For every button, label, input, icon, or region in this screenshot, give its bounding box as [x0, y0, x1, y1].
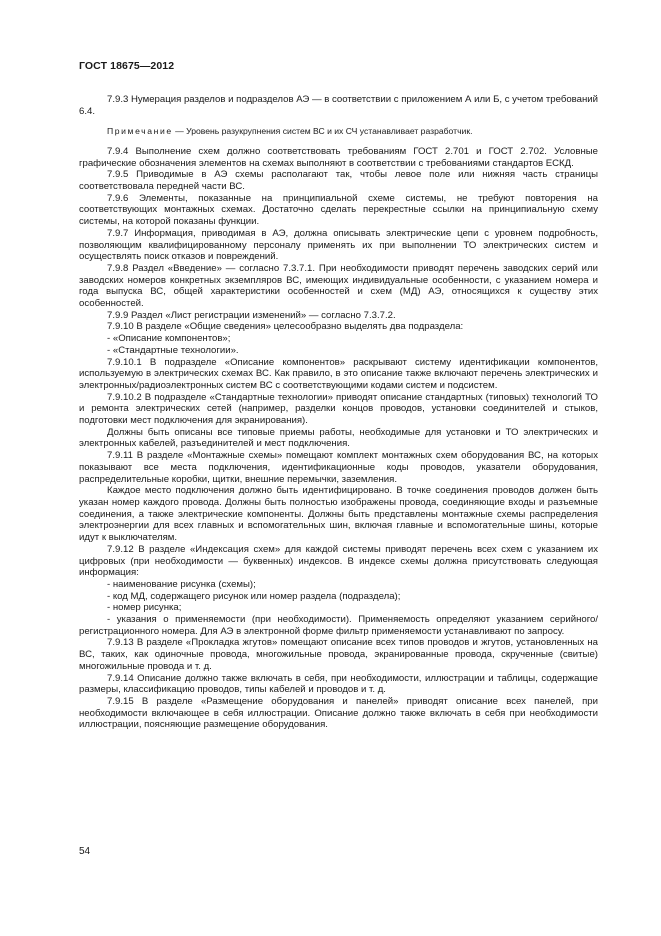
paragraph-connection-points: Каждое место подключения должно быть идентифицировано. В точке соединения проводов должен быть указан номер каждого провода. Должны быть полностью изображены провода, соединяющие входы и разъемные соединения, а также электрические компоненты. Должны быть представлены монтажные схемы распределения электроэнергии для всех главных и вспомогательных шин, включая главные и вспомогательные шины, которые идут к выключателям.	[79, 485, 598, 544]
paragraph-7-9-10: 7.9.10 В разделе «Общие сведения» целесообразно выделять два подраздела:	[107, 321, 464, 333]
paragraph-7-9-4: 7.9.4 Выполнение схем должно соответствовать требованиям ГОСТ 2.701 и ГОСТ 2.702. Условные графические обозначения элементов на схемах выполняют в соответствии с требованиями стандартов ЕСКД.	[79, 145, 598, 169]
paragraph-7-9-13: 7.9.13 В разделе «Прокладка жгутов» помещают описание всех типов проводов и жгутов, установленных на ВС, таких, как одиночные провода, многожильные провода, экранированные провода, скрученные (свитые) многожильные провода и т. д.	[79, 637, 598, 672]
paragraph-7-9-7: 7.9.7 Информация, приводимая в АЭ, должна описывать электрические цепи с уровнем подробность, позволяющим квалифицированному персоналу применять их при выполнении ТО электрических систем и осуществлять поиск отказов и повреждений.	[79, 227, 598, 263]
paragraph-7-9-6: 7.9.6 Элементы, показанные на принципиальной схеме системы, не требуют повторения на соответствующих монтажных схемах. Достаточно сделать перекрестные ссылки на принципиальную схему системы, на которой показаны функции.	[79, 192, 598, 228]
paragraph-7-9-12: 7.9.12 В разделе «Индексация схем» для каждой системы приводят перечень всех схем с указанием их цифровых (при необходимости — буквенных) индексов. В индексе схемы должна присутствовать следующая информация:	[79, 543, 598, 579]
paragraph-7-9-3: 7.9.3 Нумерация разделов и подразделов АЭ — в соответствии с приложением А или Б, с учетом требований 6.4.	[79, 94, 598, 117]
page-number: 54	[79, 846, 91, 857]
list-item: - код МД, содержащего рисунок или номер раздела (подраздела);	[107, 590, 401, 602]
paragraph-7-9-15: 7.9.15 В разделе «Размещение оборудования и панелей» приводят описание всех панелей, при необходимости включающее в себя иллюстрации. Описание должно также включать в себя при необходимости иллюстрации, поясняющие размещение оборудования.	[79, 695, 598, 731]
paragraph-7-9-8: 7.9.8 Раздел «Введение» — согласно 7.3.7.1. При необходимости приводят перечень заводских серий или заводских номеров конкретных экземпляров ВС, имеющих индивидуальные особенности, с указанием номера и года выпуска ВС, общей характеристики особенностей и схем (МД) АЭ, относящихся к существу этих особенностей.	[79, 262, 598, 310]
paragraph-7-9-10-2: 7.9.10.2 В подразделе «Стандартные технологии» приводят описание стандартных (типовых) технологий ТО и ремонта электрических сетей (например, разделки концов проводов, установки соединителей и стыков, подготовки мест подключения для экранирования).	[79, 391, 598, 427]
paragraph-7-9-10-1: 7.9.10.1 В подразделе «Описание компонентов» раскрывают систему идентификации компонентов, используемую в электрических схемах ВС. Как правило, в это описание также включают перечень электрических и электронных/радиоэлектронных систем ВС с соответствующими кодами систем и подсистем.	[79, 356, 598, 391]
list-item: - номер рисунка;	[107, 602, 182, 614]
list-item: - наименование рисунка (схемы);	[107, 578, 256, 590]
note-label: Примечание	[107, 126, 173, 137]
document-body	[79, 94, 598, 731]
paragraph-7-9-11: 7.9.11 В разделе «Монтажные схемы» помещают комплект монтажных схем оборудования ВС, на которых показывают все места подключения, идентификационные коды проводов, указатели оборудования, распределительные коробки, щитки, внешние перемычки, заземления.	[79, 450, 598, 485]
document-header: ГОСТ 18675—2012	[79, 60, 175, 72]
paragraph-applicability: - указания о применяемости (при необходимости). Применяемость определяют указанием серийного/регистрационного номера. Для АЭ в электронной форме фильтр применяемости устанавливают по запросу.	[79, 614, 598, 637]
paragraph-7-9-5: 7.9.5 Приводимые в АЭ схемы располагают так, чтобы левое поле или нижняя часть страницы соответствовала передней части ВС.	[79, 169, 598, 193]
note-text: — Уровень разукрупнения систем ВС и их СЧ устанавливает разработчик.	[172, 126, 473, 137]
list-item: - «Стандартные технологии».	[107, 344, 239, 356]
paragraph-typical-methods: Должны быть описаны все типовые приемы работы, необходимые для установки и ТО электрических и электронных кабелей, разъединителей и мест подключения.	[79, 426, 598, 450]
paragraph-7-9-14: 7.9.14 Описание должно также включать в себя, при необходимости, иллюстрации и таблицы, содержащие размеры, классификацию проводов, типы кабелей и проводов и т. д.	[79, 672, 598, 696]
note	[79, 126, 598, 137]
paragraph-7-9-9: 7.9.9 Раздел «Лист регистрации изменений» — согласно 7.3.7.2.	[107, 309, 396, 321]
list-item: - «Описание компонентов»;	[107, 333, 231, 345]
